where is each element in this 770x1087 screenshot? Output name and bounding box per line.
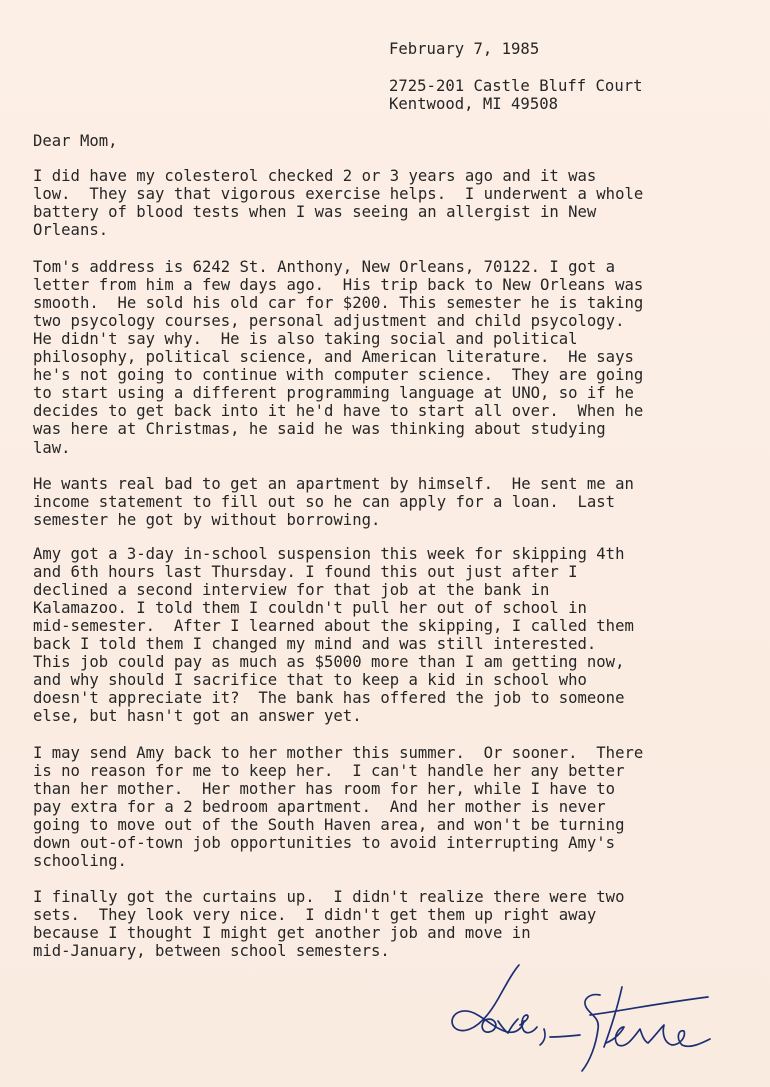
- letter-date: February 7, 1985: [389, 40, 540, 58]
- paragraph-2-line: Tom's address is 6242 St. Anthony, New Orleans, 70122. I got a: [33, 258, 616, 276]
- address-line: Kentwood, MI 49508: [389, 95, 558, 113]
- signature-love-e: [520, 1015, 537, 1033]
- signature-dash: [550, 1035, 580, 1037]
- paragraph-5-line: down out-of-town job opportunities to avoid interrupting Amy's: [33, 834, 616, 852]
- paragraph-2-line: two psycology courses, personal adjustment and child psycology.: [33, 312, 625, 330]
- paragraph-5-line: schooling.: [33, 852, 127, 870]
- paragraph-4-line: declined a second interview for that job at the bank in: [33, 581, 550, 599]
- paragraph-2-line: to start using a different programming language at UNO, so if he: [33, 384, 634, 402]
- paragraph-1-line: Orleans.: [33, 221, 109, 239]
- address-line: 2725-201 Castle Bluff Court: [389, 77, 643, 95]
- paragraph-5-line: than her mother. Her mother has room for her, while I have to: [33, 780, 616, 798]
- paragraph-2-line: letter from him a few days ago. His trip back to New Orleans was: [33, 276, 644, 294]
- paragraph-2-line: philosophy, political science, and American literature. He says: [33, 348, 634, 366]
- paragraph-4-line: Amy got a 3-day in-school suspension this week for skipping 4th: [33, 545, 625, 563]
- paragraph-2-line: he's not going to continue with computer science. They are going: [33, 366, 644, 384]
- paragraph-6-line: because I thought I might get another job and move in: [33, 924, 531, 942]
- paragraph-4-line: back I told them I changed my mind and was still interested.: [33, 635, 597, 653]
- paragraph-3-line: semester he got by without borrowing.: [33, 511, 381, 529]
- signature-steve-s: [582, 995, 600, 1071]
- signature-love-stroke: [452, 965, 524, 1032]
- salutation: Dear Mom,: [33, 132, 118, 150]
- paragraph-6-line: I finally got the curtains up. I didn't realize there were two: [33, 888, 625, 906]
- paragraph-2-line: was here at Christmas, he said he was thinking about studying: [33, 420, 606, 438]
- paragraph-4-line: Kalamazoo. I told them I couldn't pull her out of school in: [33, 599, 587, 617]
- paragraph-1-line: I did have my colesterol checked 2 or 3 years ago and it was: [33, 167, 597, 185]
- signature-comma: [540, 1029, 545, 1045]
- signature-steve-t-cross: [590, 997, 708, 1015]
- paragraph-4-line: doesn't appreciate it? The bank has offered the job to someone: [33, 689, 625, 707]
- paragraph-4-line: and 6th hours last Thursday. I found this out just after I: [33, 563, 578, 581]
- paragraph-5-line: pay extra for a 2 bedroom apartment. And her mother is never: [33, 798, 606, 816]
- paragraph-5-line: going to move out of the South Haven area, and won't be turning: [33, 816, 625, 834]
- paragraph-6-line: mid-January, between school semesters.: [33, 942, 390, 960]
- paragraph-4-line: else, but hasn't got an answer yet.: [33, 707, 362, 725]
- paragraph-3-line: income statement to fill out so he can apply for a loan. Last: [33, 493, 616, 511]
- paragraph-2-line: law.: [33, 439, 71, 457]
- paragraph-5-line: is no reason for me to keep her. I can't handle her any better: [33, 762, 625, 780]
- paragraph-2-line: smooth. He sold his old car for $200. This semester he is taking: [33, 294, 644, 312]
- paragraph-3-line: He wants real bad to get an apartment by himself. He sent me an: [33, 475, 634, 493]
- signature-steve-letters: [606, 1025, 710, 1046]
- paragraph-1-line: battery of blood tests when I was seeing an allergist in New: [33, 203, 597, 221]
- paragraph-5-line: I may send Amy back to her mother this summer. Or sooner. There: [33, 744, 644, 762]
- paragraph-1-line: low. They say that vigorous exercise helps. I underwent a whole: [33, 185, 644, 203]
- handwritten-signature: [440, 955, 740, 1080]
- signature-steve-t: [604, 987, 622, 1047]
- paragraph-4-line: mid-semester. After I learned about the skipping, I called them: [33, 617, 634, 635]
- paragraph-2-line: He didn't say why. He is also taking social and political: [33, 330, 578, 348]
- paragraph-4-line: and why should I sacrifice that to keep a kid in school who: [33, 671, 587, 689]
- paragraph-2-line: decides to get back into it he'd have to start all over. When he: [33, 402, 644, 420]
- paragraph-4-line: This job could pay as much as $5000 more than I am getting now,: [33, 653, 625, 671]
- paragraph-6-line: sets. They look very nice. I didn't get them up right away: [33, 906, 597, 924]
